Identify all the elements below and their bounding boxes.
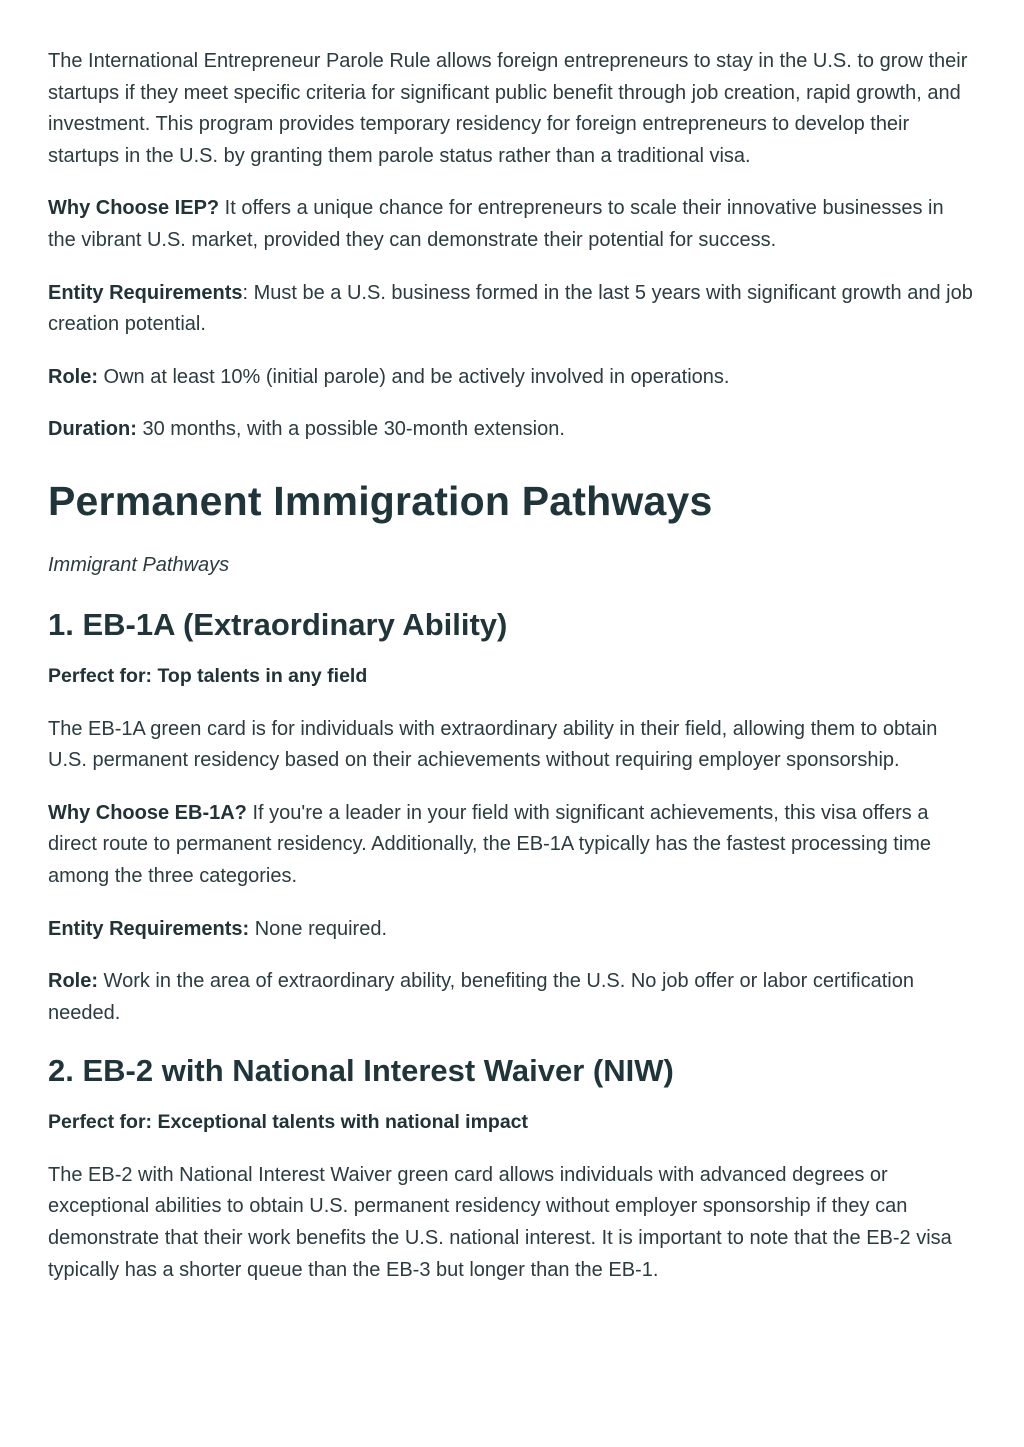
iep-duration-text: 30 months, with a possible 30-month extension. [136, 418, 565, 441]
eb1a-entity-label: Entity Requirements: [48, 917, 250, 940]
eb2-description: The EB-2 with National Interest Waiver green card allows individuals with advanced degrees or exceptional abilities to obtain U.S. permanent residency without employer sponsorship if they can demonstrate that their work benefits the U.S. national interest. It is important to note that the EB-2 visa typically has a shorter queue than the EB-3 but longer than the EB-1. [48, 1163, 952, 1281]
eb1a-description: The EB-1A green card is for individuals with extraordinary ability in their field, allowing them to obtain U.S. permanent residency based on their achievements without requiring employer sponsorship. [48, 717, 938, 772]
eb1a-role-label: Role: [48, 970, 98, 993]
eb1a-entity-text: None required. [249, 917, 388, 940]
eb1a-why-paragraph [48, 798, 976, 893]
eb2-perfect-for: Perfect for: Exceptional talents with national impact [48, 1111, 529, 1134]
eb2-niw-heading: 2. EB-2 with National Interest Waiver (NIW) [48, 1053, 674, 1089]
iep-entity-paragraph [48, 278, 976, 341]
immigrant-pathways-subtitle: Immigrant Pathways [48, 553, 230, 576]
permanent-pathways-title: Permanent Immigration Pathways [48, 477, 713, 524]
eb1a-why-text: If you're a leader in your field with significant achievements, this visa offers a direct route to permanent residency. Additionally, the EB-1A typically has the fastest processing time among the three categories. [48, 801, 932, 887]
iep-role-label: Role: [48, 365, 98, 388]
eb1a-entity-paragraph [48, 914, 976, 946]
iep-why-paragraph [48, 193, 976, 256]
eb1a-role-text: Work in the area of extraordinary ability, benefiting the U.S. No job offer or labor certification needed. [48, 970, 914, 1024]
iep-why-text: It offers a unique chance for entrepreneurs to scale their innovative businesses in the vibrant U.S. market, provided they can demonstrate their potential for success. [48, 197, 944, 251]
iep-role-paragraph [48, 362, 976, 394]
iep-role-text: Own at least 10% (initial parole) and be actively involved in operations. [98, 365, 730, 388]
iep-entity-label: Entity Requirements [48, 281, 243, 304]
iep-intro-paragraph: The International Entrepreneur Parole Rule allows foreign entrepreneurs to stay in the U.S. to grow their startups if they meet specific criteria for significant public benefit through job creation, rapid growth, and investment. This program provides temporary residency for foreign entrepreneurs to develop their startups in the U.S. by granting them parole status rather than a traditional visa. [48, 50, 968, 167]
iep-duration-label: Duration: [48, 418, 137, 441]
iep-entity-text: : Must be a U.S. business formed in the last 5 years with significant growth and job creation potential. [48, 281, 973, 336]
eb1a-heading: 1. EB-1A (Extraordinary Ability) [48, 606, 508, 642]
eb1a-perfect-for: Perfect for: Top talents in any field [48, 664, 368, 687]
eb1a-why-label: Why Choose EB-1A? [48, 801, 247, 824]
iep-why-label: Why Choose IEP? [48, 197, 220, 220]
iep-duration-paragraph [48, 414, 976, 446]
eb1a-role-paragraph [48, 966, 976, 1029]
